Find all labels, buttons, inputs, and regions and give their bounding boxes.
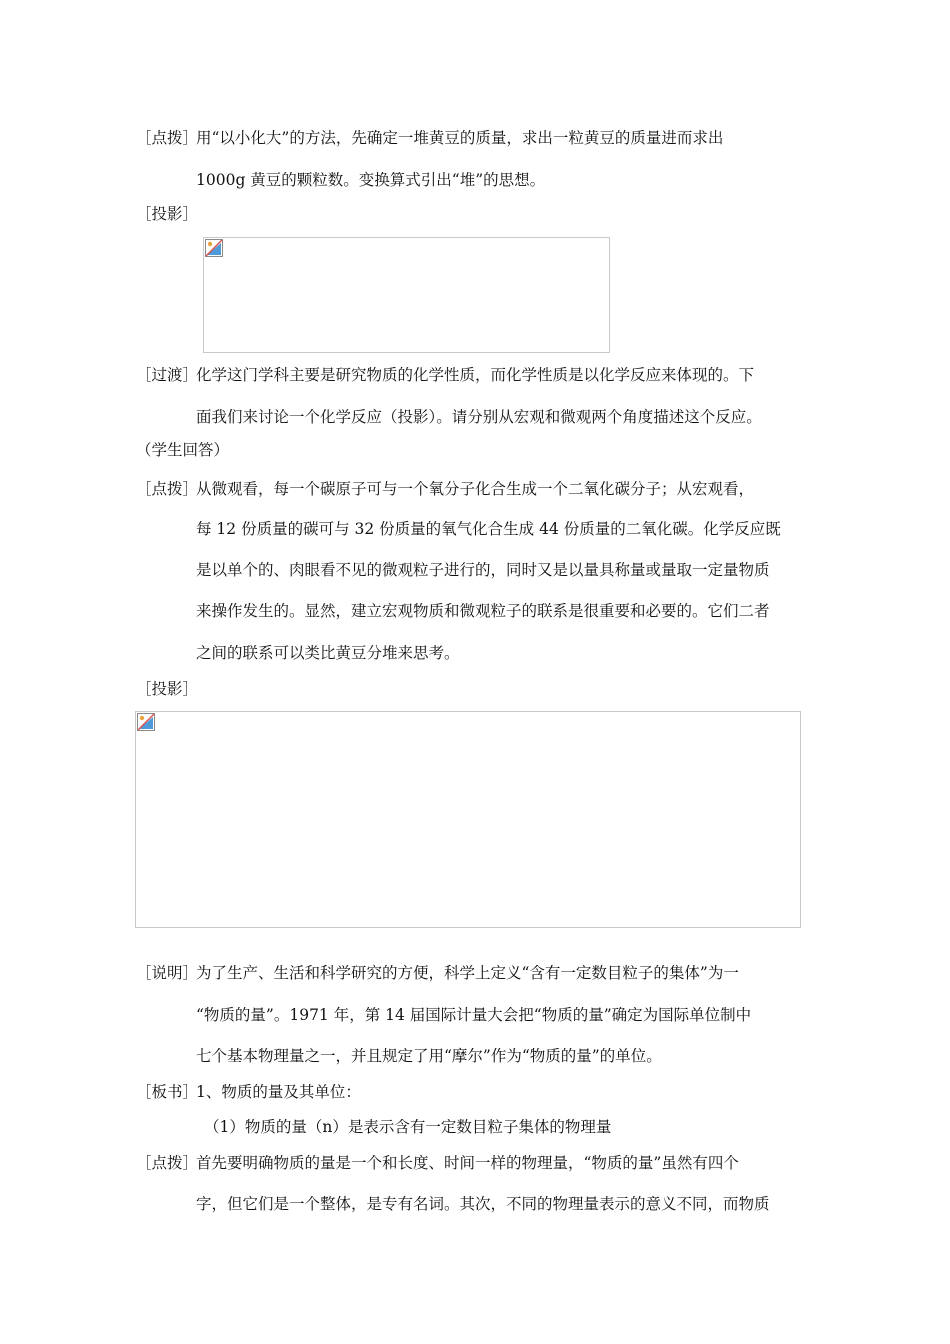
text-line: 来操作发生的。显然，建立宏观物质和微观粒子的联系是很重要和必要的。它们二者 — [196, 602, 770, 620]
text-line: “物质的量”。1971 年，第 14 届国际计量大会把“物质的量”确定为国际单位制中 — [196, 1006, 752, 1024]
text-line: 七个基本物理量之一，并且规定了用“摩尔”作为“物质的量”的单位。 — [196, 1047, 662, 1065]
text-line: 1、物质的量及其单位： — [196, 1083, 361, 1101]
label-dianbo: ［点拨］ — [136, 1154, 199, 1172]
label-banshu: ［板书］ — [136, 1083, 199, 1101]
label-dianbo: ［点拨］ — [136, 129, 199, 147]
text-line: 首先要明确物质的量是一个和长度、时间一样的物理量，“物质的量”虽然有四个 — [196, 1154, 739, 1172]
text-line: 1000g 黄豆的颗粒数。变换算式引出“堆”的思想。 — [196, 171, 546, 189]
text-line: 是以单个的、肉眼看不见的微观粒子进行的，同时又是以量具称量或量取一定量物质 — [196, 561, 770, 579]
text-line: 用“以小化大”的方法，先确定一堆黄豆的质量，求出一粒黄豆的质量进而求出 — [196, 129, 724, 147]
broken-image-icon — [136, 712, 156, 732]
broken-image-icon — [204, 238, 224, 258]
label-dianbo: ［点拨］ — [136, 480, 199, 498]
text-line: 每 12 份质量的碳可与 32 份质量的氧气化合生成 44 份质量的二氧化碳。化学反应既 — [196, 520, 781, 538]
text-line: 之间的联系可以类比黄豆分堆来思考。 — [196, 644, 460, 662]
label-touying: ［投影］ — [136, 205, 199, 223]
text-line: 为了生产、生活和科学研究的方便，科学上定义“含有一定数目粒子的集体”为一 — [196, 964, 739, 982]
text-line: 面我们来讨论一个化学反应（投影）。请分别从宏观和微观两个角度描述这个反应。 — [196, 408, 762, 426]
definition-line: （1）物质的量（n）是表示含有一定数目粒子集体的物理量 — [204, 1118, 612, 1136]
projection-image-placeholder — [135, 711, 801, 928]
text-line: 字，但它们是一个整体，是专有名词。其次，不同的物理量表示的意义不同，而物质 — [196, 1195, 770, 1213]
label-touying: ［投影］ — [136, 680, 199, 698]
projection-image-placeholder — [203, 237, 610, 353]
label-shuoming: ［说明］ — [136, 964, 199, 982]
student-answer-note: （学生回答） — [136, 441, 230, 459]
label-guodu: ［过渡］ — [136, 366, 199, 384]
text-line: 化学这门学科主要是研究物质的化学性质，而化学性质是以化学反应来体现的。下 — [196, 366, 755, 384]
text-line: 从微观看，每一个碳原子可与一个氧分子化合生成一个二氧化碳分子；从宏观看， — [196, 480, 755, 498]
